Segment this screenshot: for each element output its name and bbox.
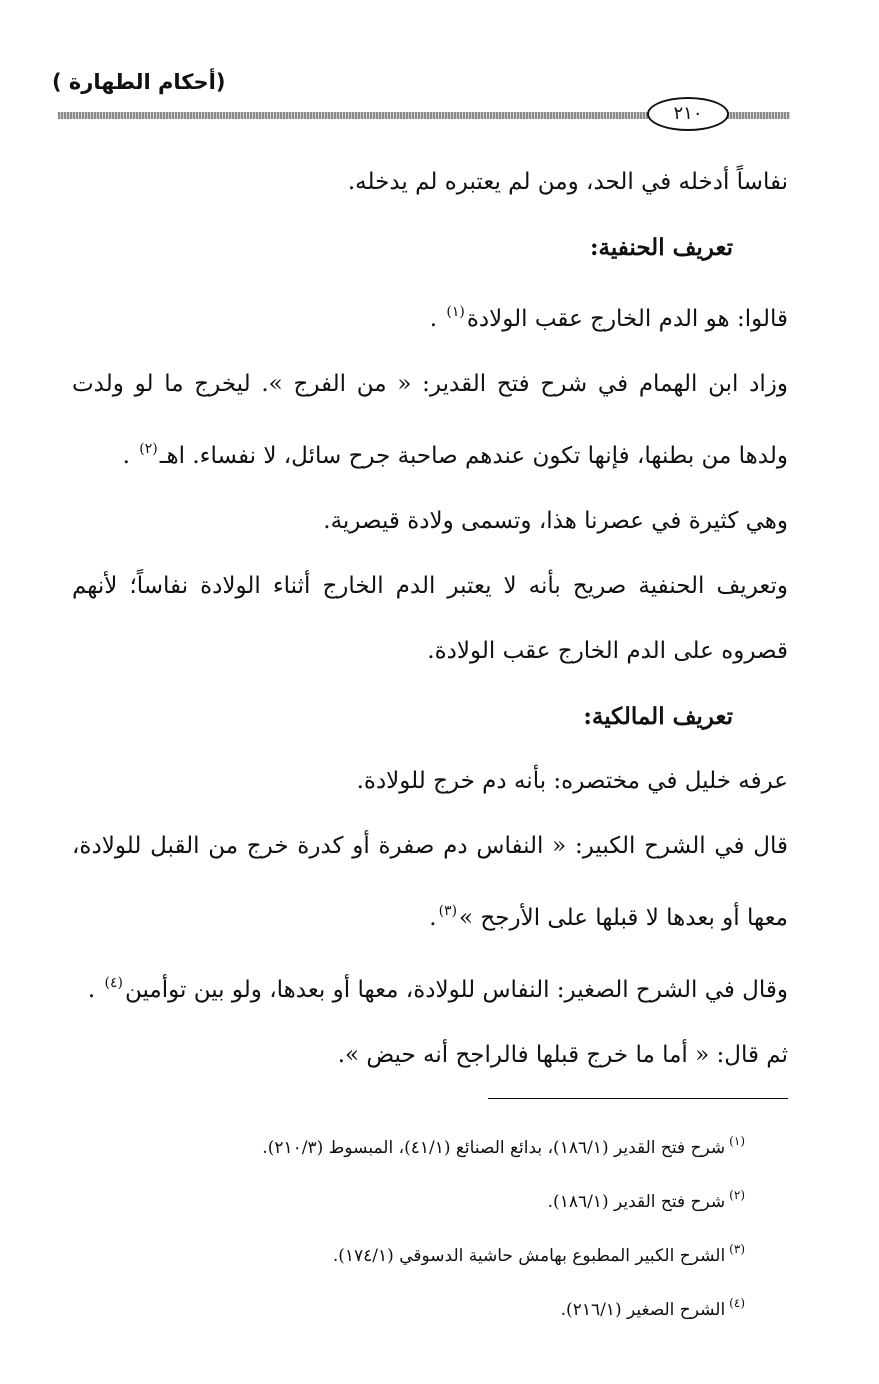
paragraph-sharh-saghir xyxy=(72,951,788,1023)
footnote-item xyxy=(80,1280,745,1334)
sharh-saghir-end: . xyxy=(87,977,103,1003)
page-number: ٢١٠ xyxy=(647,97,729,131)
footnote-number: (٣) xyxy=(729,1242,745,1256)
hanafi-definition-end: . xyxy=(429,306,445,332)
sharh-kabir-text: قال في الشرح الكبير: « النفاس دم صفرة أو كدرة خرج من القبل للولادة، معها أو بعدها لا قبلها على الأرجح » xyxy=(72,833,788,931)
heading-maliki: تعريف المالكية: xyxy=(583,703,733,730)
hanafi-definition-text: قالوا: هو الدم الخارج عقب الولادة xyxy=(466,306,788,332)
footnote-text: الشرح الكبير المطبوع بهامش حاشية الدسوقي (١٧٤/١). xyxy=(332,1246,726,1266)
footnote-text: شرح فتح القدير (١٨٦/١)، بدائع الصنائع (٤١/١)، المبسوط (٢١٠/٣). xyxy=(262,1138,726,1158)
ibn-humam-end: . xyxy=(122,443,138,469)
footnote-number: (٢) xyxy=(729,1188,745,1202)
sharh-saghir-text: وقال في الشرح الصغير: النفاس للولادة، معها أو بعدها، ولو بين توأمين xyxy=(124,977,788,1003)
main-text xyxy=(72,150,788,1088)
footnote-ref-2: (٢) xyxy=(139,441,158,457)
footnote-item xyxy=(80,1226,745,1280)
paragraph-ibn-humam xyxy=(72,352,788,489)
footnote-ref-4: (٤) xyxy=(104,975,123,991)
paragraph-sharh-kabir xyxy=(72,814,788,951)
paragraph-hanafi-definition xyxy=(72,280,788,352)
footnote-text: الشرح الصغير (٢١٦/١). xyxy=(560,1300,726,1320)
paragraph-continuation: نفاساً أدخله في الحد، ومن لم يعتبره لم يدخله. xyxy=(347,169,788,195)
ibn-humam-text: وزاد ابن الهمام في شرح فتح القدير: « من الفرج ». ليخرج ما لو ولدت ولدها من بطنها، فإنها تكون عندهم صاحبة جرح سائل، لا نفساء. اهـ xyxy=(72,371,788,469)
footnote-item xyxy=(80,1118,745,1172)
paragraph-then-said: ثم قال: « أما ما خرج قبلها فالراجح أنه حيض ». xyxy=(337,1042,788,1068)
footnote-number: (٤) xyxy=(729,1296,745,1310)
footnote-separator xyxy=(488,1098,788,1099)
footnote-ref-3: (٣) xyxy=(438,903,458,919)
heading-hanafi: تعريف الحنفية: xyxy=(590,234,733,261)
footnote-text: شرح فتح القدير (١٨٦/١). xyxy=(547,1192,726,1212)
footnotes xyxy=(80,1118,745,1334)
paragraph-caesarean: وهي كثيرة في عصرنا هذا، وتسمى ولادة قيصرية. xyxy=(323,508,788,534)
running-header-title: (أحكام الطهارة ) xyxy=(52,70,226,94)
paragraph-khalil: عرفه خليل في مختصره: بأنه دم خرج للولادة. xyxy=(356,768,788,794)
footnote-ref-1: (١) xyxy=(446,304,465,320)
footnote-number: (١) xyxy=(729,1134,745,1148)
footnote-item xyxy=(80,1172,745,1226)
paragraph-hanafi-note: وتعريف الحنفية صريح بأنه لا يعتبر الدم الخارج أثناء الولادة نفاساً؛ لأنهم قصروه على الدم الخارج عقب الولادة. xyxy=(72,573,788,664)
sharh-kabir-end: . xyxy=(429,905,437,931)
